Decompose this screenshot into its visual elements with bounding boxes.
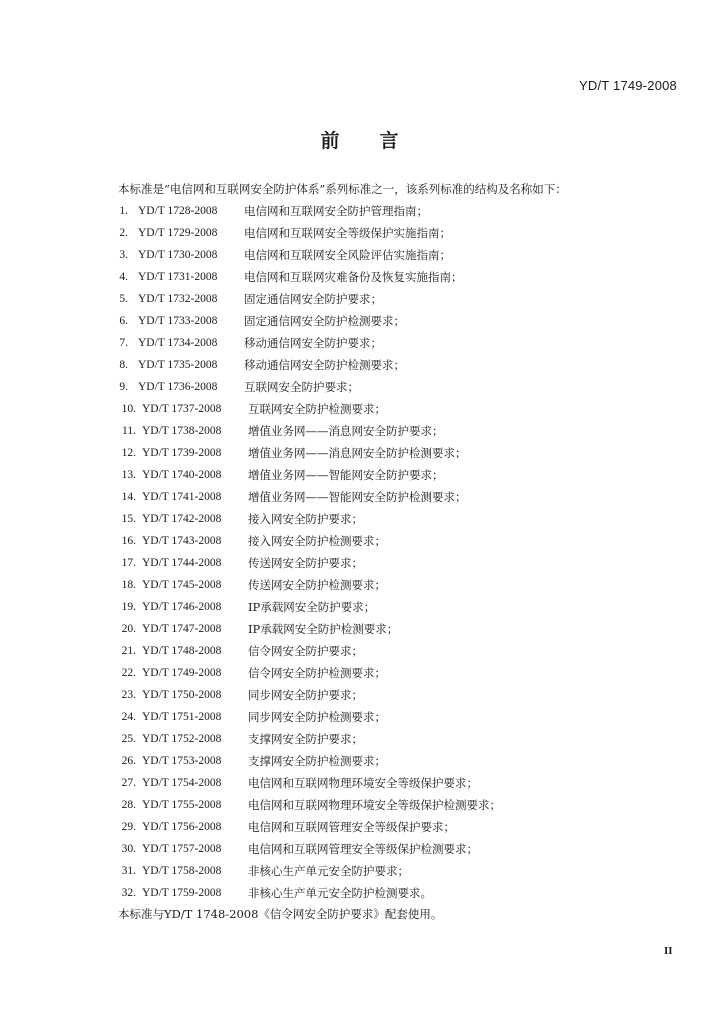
list-item bbox=[0, 643, 719, 665]
standard-name: 信令网安全防护检测要求； bbox=[248, 666, 386, 680]
standard-code: YD/T 1750-2008 bbox=[142, 689, 222, 701]
standard-name: 电信网和互联网安全等级保护实施指南； bbox=[244, 226, 451, 240]
list-item bbox=[0, 291, 719, 313]
standard-code-header: YD/T 1749-2008 bbox=[579, 78, 677, 93]
standard-name: 互联网安全防护要求； bbox=[244, 380, 359, 394]
standard-code: YD/T 1742-2008 bbox=[142, 513, 222, 525]
list-item bbox=[0, 511, 719, 533]
list-item bbox=[0, 687, 719, 709]
standard-code: YD/T 1755-2008 bbox=[142, 799, 222, 811]
standard-code: YD/T 1734-2008 bbox=[138, 337, 218, 349]
standard-code: YD/T 1736-2008 bbox=[138, 381, 218, 393]
standard-name: 同步网安全防护要求； bbox=[248, 688, 363, 702]
standard-code: YD/T 1738-2008 bbox=[142, 425, 222, 437]
standard-code: YD/T 1749-2008 bbox=[142, 667, 222, 679]
standard-code: YD/T 1746-2008 bbox=[142, 601, 222, 613]
item-number: 29. bbox=[121, 821, 136, 833]
standard-code: YD/T 1735-2008 bbox=[138, 359, 218, 371]
item-number: 30. bbox=[121, 843, 136, 855]
list-item bbox=[0, 885, 719, 907]
standard-name: 电信网和互联网安全风险评估实施指南； bbox=[244, 248, 451, 262]
list-item bbox=[0, 379, 719, 401]
closing-paragraph: 本标准与YD/T 1748-2008《信令网安全防护要求》配套使用。 bbox=[118, 907, 443, 921]
intro-paragraph: 本标准是“电信网和互联网安全防护体系”系列标准之一，该系列标准的结构及名称如下： bbox=[118, 182, 567, 196]
standard-name: 固定通信网安全防护要求； bbox=[244, 292, 382, 306]
standard-name: 移动通信网安全防护检测要求； bbox=[244, 358, 405, 372]
list-item bbox=[0, 401, 719, 423]
list-item bbox=[0, 555, 719, 577]
list-item bbox=[0, 269, 719, 291]
item-number: 4. bbox=[119, 271, 128, 283]
list-item bbox=[0, 841, 719, 863]
list-item bbox=[0, 489, 719, 511]
standard-code: YD/T 1747-2008 bbox=[142, 623, 222, 635]
standard-name: 电信网和互联网灾难备份及恢复实施指南； bbox=[244, 270, 463, 284]
item-number: 27. bbox=[121, 777, 136, 789]
standard-name: 增值业务网——智能网安全防护要求； bbox=[248, 468, 444, 482]
standard-name: 传送网安全防护检测要求； bbox=[248, 578, 386, 592]
item-number: 20. bbox=[121, 623, 136, 635]
standard-code: YD/T 1731-2008 bbox=[138, 271, 218, 283]
item-number: 3. bbox=[119, 249, 128, 261]
list-item bbox=[0, 225, 719, 247]
standard-code: YD/T 1756-2008 bbox=[142, 821, 222, 833]
standard-code: YD/T 1728-2008 bbox=[138, 205, 218, 217]
list-item bbox=[0, 599, 719, 621]
item-number: 28. bbox=[121, 799, 136, 811]
standard-code: YD/T 1752-2008 bbox=[142, 733, 222, 745]
item-number: 17. bbox=[121, 557, 136, 569]
item-number: 1. bbox=[119, 205, 128, 217]
standard-name: 固定通信网安全防护检测要求； bbox=[244, 314, 405, 328]
standard-name: IP承载网安全防护检测要求； bbox=[248, 622, 399, 636]
list-item bbox=[0, 731, 719, 753]
standard-name: 电信网和互联网管理安全等级保护检测要求； bbox=[248, 842, 478, 856]
standard-code: YD/T 1729-2008 bbox=[138, 227, 218, 239]
standard-name: 非核心生产单元安全防护检测要求。 bbox=[248, 886, 432, 900]
list-item bbox=[0, 313, 719, 335]
standard-name: 电信网和互联网安全防护管理指南； bbox=[244, 204, 428, 218]
standard-code: YD/T 1759-2008 bbox=[142, 887, 222, 899]
standard-code: YD/T 1743-2008 bbox=[142, 535, 222, 547]
standard-name: 电信网和互联网物理环境安全等级保护检测要求； bbox=[248, 798, 501, 812]
standard-name: 支撑网安全防护要求； bbox=[248, 732, 363, 746]
list-item bbox=[0, 357, 719, 379]
standard-code: YD/T 1741-2008 bbox=[142, 491, 222, 503]
standard-name: 增值业务网——消息网安全防护要求； bbox=[248, 424, 444, 438]
item-number: 5. bbox=[119, 293, 128, 305]
item-number: 15. bbox=[121, 513, 136, 525]
standards-list bbox=[0, 203, 719, 907]
item-number: 7. bbox=[119, 337, 128, 349]
item-number: 13. bbox=[121, 469, 136, 481]
standard-code: YD/T 1739-2008 bbox=[142, 447, 222, 459]
list-item bbox=[0, 753, 719, 775]
page-number: II bbox=[664, 945, 673, 957]
page-title: 前言 bbox=[320, 130, 439, 152]
item-number: 8. bbox=[119, 359, 128, 371]
standard-code: YD/T 1733-2008 bbox=[138, 315, 218, 327]
item-number: 19. bbox=[121, 601, 136, 613]
list-item bbox=[0, 467, 719, 489]
item-number: 32. bbox=[121, 887, 136, 899]
list-item bbox=[0, 533, 719, 555]
list-item bbox=[0, 665, 719, 687]
standard-name: 支撑网安全防护检测要求； bbox=[248, 754, 386, 768]
standard-code: YD/T 1758-2008 bbox=[142, 865, 222, 877]
standard-name: 接入网安全防护要求； bbox=[248, 512, 363, 526]
list-item bbox=[0, 621, 719, 643]
item-number: 25. bbox=[121, 733, 136, 745]
item-number: 6. bbox=[119, 315, 128, 327]
standard-name: 传送网安全防护要求； bbox=[248, 556, 363, 570]
list-item bbox=[0, 577, 719, 599]
standard-name: 移动通信网安全防护要求； bbox=[244, 336, 382, 350]
list-item bbox=[0, 445, 719, 467]
item-number: 9. bbox=[119, 381, 128, 393]
standard-code: YD/T 1740-2008 bbox=[142, 469, 222, 481]
item-number: 21. bbox=[121, 645, 136, 657]
standard-name: IP承载网安全防护要求； bbox=[248, 600, 376, 614]
standard-code: YD/T 1753-2008 bbox=[142, 755, 222, 767]
standard-name: 非核心生产单元安全防护要求； bbox=[248, 864, 409, 878]
standard-name: 增值业务网——消息网安全防护检测要求； bbox=[248, 446, 467, 460]
standard-code: YD/T 1744-2008 bbox=[142, 557, 222, 569]
standard-name: 互联网安全防护检测要求； bbox=[248, 402, 386, 416]
standard-code: YD/T 1754-2008 bbox=[142, 777, 222, 789]
list-item bbox=[0, 863, 719, 885]
standard-code: YD/T 1745-2008 bbox=[142, 579, 222, 591]
list-item bbox=[0, 797, 719, 819]
list-item bbox=[0, 775, 719, 797]
item-number: 16. bbox=[121, 535, 136, 547]
item-number: 14. bbox=[121, 491, 136, 503]
item-number: 22. bbox=[121, 667, 136, 679]
standard-name: 同步网安全防护检测要求； bbox=[248, 710, 386, 724]
list-item bbox=[0, 247, 719, 269]
standard-code: YD/T 1737-2008 bbox=[142, 403, 222, 415]
list-item bbox=[0, 819, 719, 841]
standard-code: YD/T 1748-2008 bbox=[142, 645, 222, 657]
item-number: 11. bbox=[122, 425, 136, 437]
item-number: 2. bbox=[119, 227, 128, 239]
standard-name: 接入网安全防护检测要求； bbox=[248, 534, 386, 548]
item-number: 24. bbox=[121, 711, 136, 723]
item-number: 18. bbox=[121, 579, 136, 591]
item-number: 10. bbox=[121, 403, 136, 415]
list-item bbox=[0, 335, 719, 357]
standard-name: 增值业务网——智能网安全防护检测要求； bbox=[248, 490, 467, 504]
item-number: 23. bbox=[121, 689, 136, 701]
standard-name: 电信网和互联网管理安全等级保护要求； bbox=[248, 820, 455, 834]
item-number: 26. bbox=[121, 755, 136, 767]
standard-code: YD/T 1730-2008 bbox=[138, 249, 218, 261]
standard-code: YD/T 1732-2008 bbox=[138, 293, 218, 305]
standard-code: YD/T 1757-2008 bbox=[142, 843, 222, 855]
standard-name: 电信网和互联网物理环境安全等级保护要求； bbox=[248, 776, 478, 790]
item-number: 12. bbox=[121, 447, 136, 459]
list-item bbox=[0, 203, 719, 225]
standard-name: 信令网安全防护要求； bbox=[248, 644, 363, 658]
item-number: 31. bbox=[121, 865, 136, 877]
list-item bbox=[0, 423, 719, 445]
list-item bbox=[0, 709, 719, 731]
standard-code: YD/T 1751-2008 bbox=[142, 711, 222, 723]
